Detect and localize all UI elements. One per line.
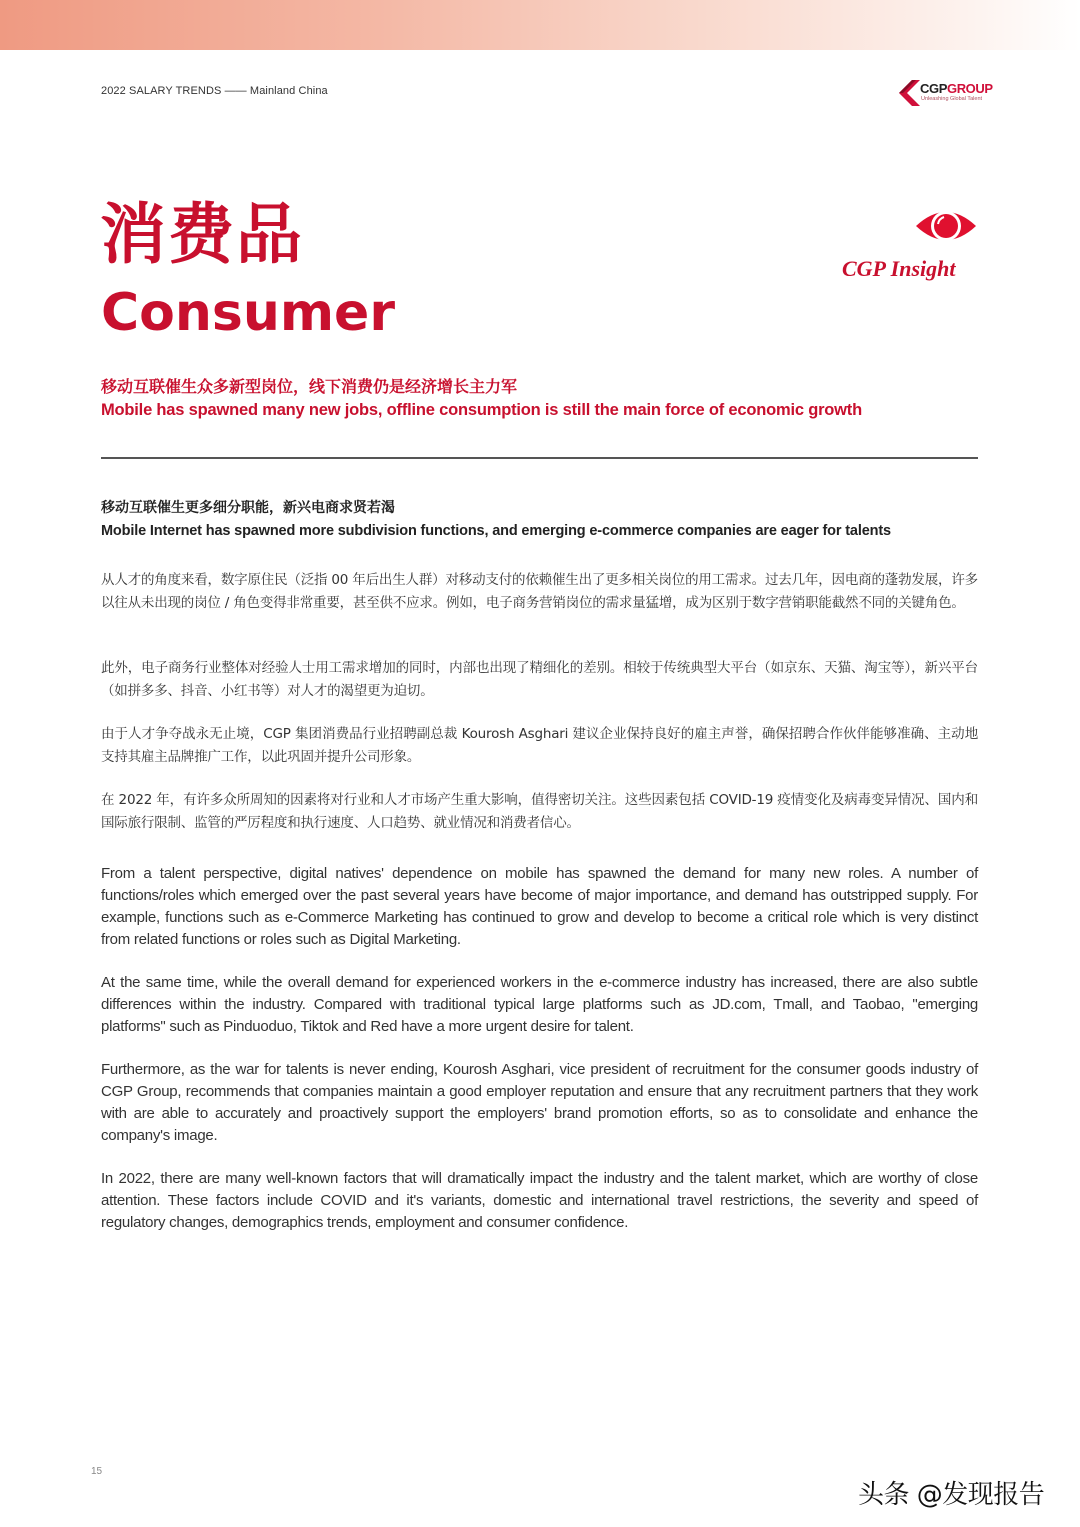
page-number: 15 [91, 1466, 103, 1477]
top-gradient-band [0, 0, 1080, 50]
paragraph-en-3: Furthermore, as the war for talents is never ending, Kourosh Asghari, vice president of recruitment for the consumer goods industry of CGP Group, recommends that companies maintain a good employer reputation and ensure that any recruitment partners that they work with are able to accurately and proactively support the employers' brand promotion efforts, so as to consolidate and enhance the company's image. [101, 1061, 978, 1144]
paragraph-en-4: In 2022, there are many well-known factors that will dramatically impact the industry and the talent market, which are worthy of close attention. These factors include COVID and it's variants, domestic and international travel restrictions, the severity and speed of regulatory changes, demographics trends, employment and consumer confidence. [101, 1170, 978, 1231]
page-title-en: Consumer [101, 283, 395, 343]
section-heading-en: Mobile Internet has spawned more subdivision functions, and emerging e-commerce companies are eager for talents [101, 523, 891, 539]
paragraph-cn-4: 在 2022 年，有许多众所周知的因素将对行业和人才市场产生重大影响，值得密切关注。这些因素包括 COVID-19 疫情变化及病毒变异情况、国内和国际旅行限制、监管的严厉程度和执行速度、人口趋势、就业情况和消费者信心。 [101, 792, 978, 831]
logo-wordmark: CGPGROUP [920, 81, 993, 96]
cgp-group-logo [898, 79, 998, 107]
cgp-chevron-logo-icon [898, 80, 920, 106]
paragraph-cn-1: 从人才的角度来看，数字原住民（泛指 00 年后出生人群）对移动支付的依赖催生出了更多相关岗位的用工需求。过去几年，因电商的蓬勃发展，许多以往从未出现的岗位 / 角色变得非常重要，甚至供不应求。例如，电子商务营销岗位的需求量猛增，成为区别于数字营销职能截然不同的关键角色。 [101, 572, 978, 611]
paragraph-cn-3: 由于人才争夺战永无止境，CGP 集团消费品行业招聘副总裁 Kourosh Asghari 建议企业保持良好的雇主声誉，确保招聘合作伙伴能够准确、主动地支持其雇主品牌推广工作，以此巩固并提升公司形象。 [101, 726, 978, 765]
logo-tagline: Unleashing Global Talent [921, 96, 983, 102]
paragraph-en-1: From a talent perspective, digital natives' dependence on mobile has spawned the demand for many new roles. A number of functions/roles which emerged over the past several years have become of major importance, and demand has outstripped supply. For example, functions such as e-Commerce Marketing has continued to grow and develop to become a critical role which is very distinct from related functions or roles such as Digital Marketing. [101, 865, 978, 948]
source-watermark: 头条 @发现报告 [858, 1480, 1045, 1510]
section-divider [101, 457, 978, 459]
paragraph-cn-2: 此外，电子商务行业整体对经验人士用工需求增加的同时，内部也出现了精细化的差别。相较于传统典型大平台（如京东、天猫、淘宝等），新兴平台（如拼多多、抖音、小红书等）对人才的渴望更为迫切。 [101, 660, 978, 699]
subtitle-en: Mobile has spawned many new jobs, offline consumption is still the main force of economic growth [101, 401, 862, 419]
subtitle-cn: 移动互联催生众多新型岗位，线下消费仍是经济增长主力军 [101, 377, 518, 396]
paragraph-en-2: At the same time, while the overall demand for experienced workers in the e-commerce industry has increased, there are also subtle differences within the industry. Compared with traditional typical large platforms such as JD.com, Tmall, and Taobao, "emerging platforms" such as Pinduoduo, Tiktok and Red have a more urgent desire for talent. [101, 974, 978, 1035]
insight-label: CGP Insight [842, 256, 956, 281]
page-title-cn: 消费品 [100, 196, 304, 273]
eye-icon [914, 204, 978, 248]
cgp-insight-badge [838, 200, 983, 290]
running-header: 2022 SALARY TRENDS —— Mainland China [101, 85, 328, 97]
section-heading-cn: 移动互联催生更多细分职能，新兴电商求贤若渴 [101, 500, 395, 516]
